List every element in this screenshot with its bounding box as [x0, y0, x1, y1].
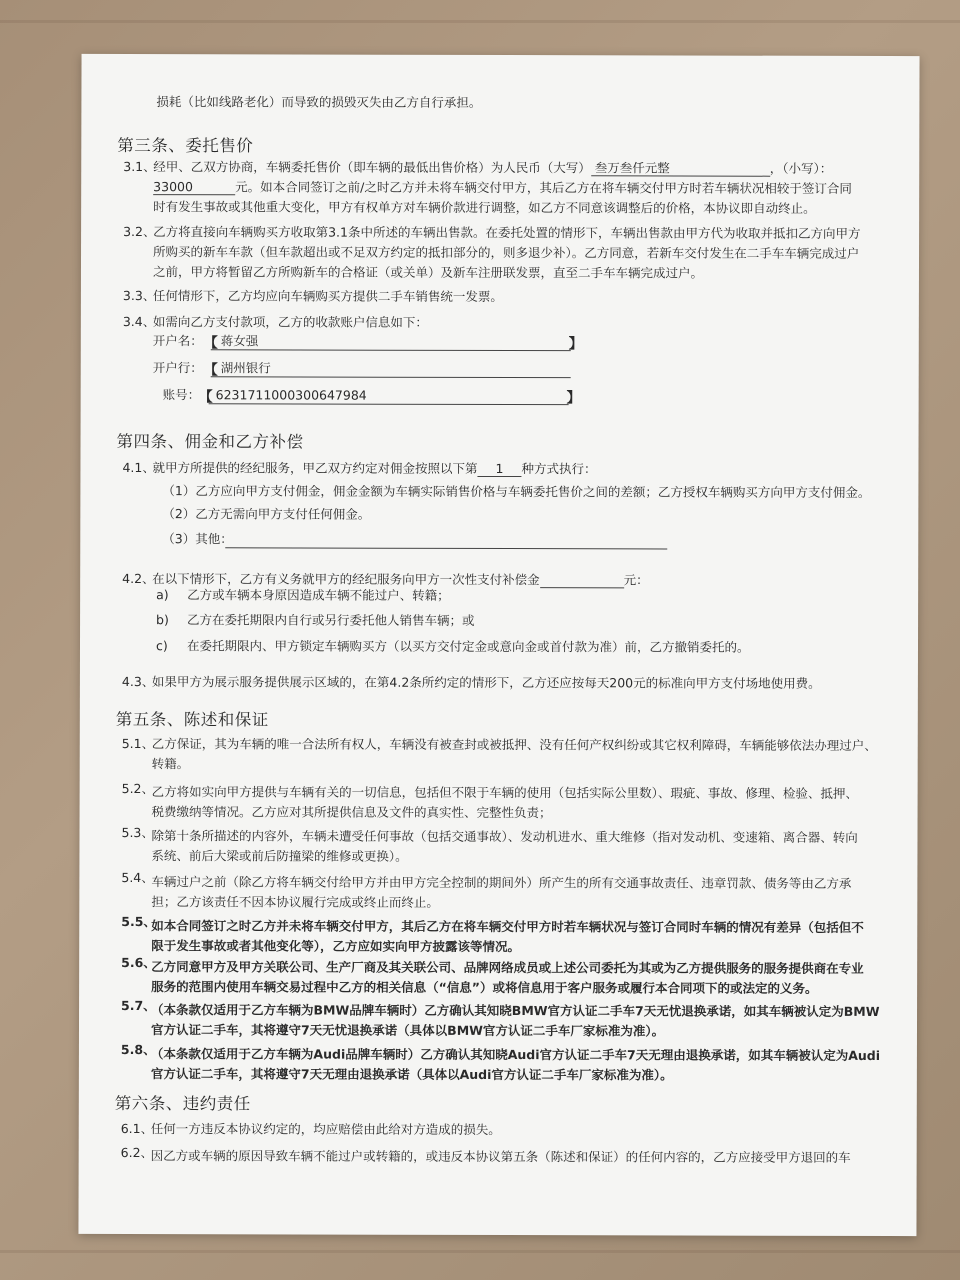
clause-3-2-line-3: 之前，甲方将暂留乙方所购新车的合格证（或关单）及新车注册联发票，直至二手车车辆完成过户。: [152, 264, 704, 281]
clause-5-4-line-1: 车辆过户之前（除乙方将车辆交付给甲方并由甲方完全控制的期间外）所产生的所有交通事故责任、违章罚款、债务等由乙方承: [151, 874, 852, 891]
section-6-heading: 第六条、违约责任: [114, 1093, 251, 1114]
account-number-left-bracket: 【: [198, 389, 213, 406]
bank-left-bracket: 【: [203, 362, 218, 379]
clause-5-1-line-1: 乙方保证，其为车辆的唯一合法所有权人，车辆没有被查封或被抵押、没有任何产权纠纷或其它权利障碍，车辆能够依法办理过户、: [151, 736, 877, 753]
clause-5-7-line-2: 官方认证二手车，其将遵守7天无忧退换承诺（具体以BMW官方认证二手车厂家标准为准）。: [150, 1022, 665, 1039]
clause-4-2-b: 乙方在委托期限内自行或另行委托他人销售车辆；或: [187, 612, 475, 628]
account-name-value[interactable]: 蒋女强: [220, 333, 259, 349]
clause-5-2-number: 5.2、: [121, 781, 155, 797]
clause-5-1-line-2: 转籍。: [151, 756, 190, 772]
clause-6-2-line-1: 因乙方或车辆的原因导致车辆不能过户或转籍的，或违反本协议第五条（陈述和保证）的任何内容的，乙方应接受甲方退回的车: [150, 1148, 851, 1165]
clause-3-2-number: 3.2、: [123, 224, 156, 240]
account-number-label: 账号：: [162, 387, 201, 403]
bank-value[interactable]: 湖州银行: [220, 360, 271, 376]
clause-5-8-number: 5.8、: [120, 1042, 156, 1058]
clause-4-2-c-mark: c): [155, 638, 168, 654]
clause-5-3-line-1: 除第十条所描述的内容外，车辆未遭受任何事故（包括交通事故）、发动机进水、重大维修（指对发动机、变速箱、离合器、转向: [151, 828, 858, 845]
clause-5-2-line-1: 乙方将如实向甲方提供与车辆有关的一切信息，包括但不限于车辆的使用（包括实际公里数）、瑕疵、事故、修理、检验、抵押、: [151, 784, 858, 801]
clause-5-3-line-2: 系统、前后大梁或前后防撞梁的维修或更换）。: [151, 848, 408, 864]
commission-option-field[interactable]: 1: [477, 463, 521, 477]
clause-5-5-line-1: 如本合同签订之时乙方并未将车辆交付甲方，其后乙方在将车辆交付甲方时若车辆状况与签订合同时车辆的情况有差异（包括但不: [151, 918, 864, 935]
clause-5-7-number: 5.7、: [121, 998, 156, 1014]
clause-3-4-line-1: 如需向乙方支付款项，乙方的收款账户信息如下：: [152, 314, 428, 330]
clause-6-1-line-1: 任何一方违反本协议约定的，均应赔偿由此给对方造成的损失。: [150, 1121, 501, 1138]
clause-5-8-line-2: 官方认证二手车，其将遵守7天无理由退换承诺（具体以Audi官方认证二手车厂家标准为准）。: [150, 1066, 673, 1083]
clause-5-4-number: 5.4、: [121, 870, 154, 886]
section-3-heading: 第三条、委托售价: [117, 135, 254, 156]
bank-underline: [211, 376, 571, 378]
clause-5-3-number: 5.3、: [121, 825, 154, 841]
clause-5-1-number: 5.1、: [121, 736, 155, 752]
clause-4-1-number: 4.1、: [122, 460, 155, 476]
clause-5-6-number: 5.6、: [121, 955, 156, 971]
clause-4-3-number: 4.3、: [121, 674, 155, 690]
commission-option-2: （2）乙方无需向甲方支付任何佣金。: [162, 506, 371, 522]
price-lower-field[interactable]: 33000: [153, 181, 235, 195]
clause-3-3-number: 3.3、: [122, 288, 156, 304]
clause-5-6-line-1: 乙方同意甲方及甲方关联公司、生产厂商及其关联公司、品牌网络成员或上述公司委托为其或为乙方提供服务的服务提供商在专业: [151, 959, 864, 976]
clause-3-2-line-1: 乙方将直接向车辆购买方收取第3.1条中所述的车辆出售款。在委托处置的情形下，车辆出售款由甲方代为收取并抵扣乙方向甲方: [153, 224, 861, 241]
clause-6-2-number: 6.2、: [120, 1145, 154, 1161]
compensation-amount-field[interactable]: [540, 574, 624, 588]
section-4-heading: 第四条、佣金和乙方补偿: [116, 431, 304, 452]
clause-5-5-number: 5.5、: [121, 914, 156, 930]
intro-tail: 损耗（比如线路老化）而导致的损毁灭失由乙方自行承担。: [156, 94, 482, 110]
clause-5-6-line-2: 服务的范围内使用车辆交易过程中乙方的相关信息（“信息”）或将信息用于客户服务或履行本合同项下的或法定的义务。: [151, 979, 818, 996]
clause-5-7-line-1: （本条款仅适用于乙方车辆为BMW品牌车辆时）乙方确认其知晓BMW官方认证二手车7天无忧退换承诺，如其车辆被认定为BMW: [151, 1002, 880, 1019]
account-name-label: 开户名：: [152, 333, 203, 349]
bank-label: 开户行：: [152, 360, 203, 376]
clause-3-1-line-3: 时有发生事故或其他重大变化，甲方有权单方对车辆价款进行调整，如乙方不同意该调整后的价格，本协议即自动终止。: [153, 199, 816, 216]
clause-3-1-line-1: 经甲、乙双方协商，车辆委托售价（即车辆的最低出售价格）为人民币（大写） 叁万叁仟元整 ，（小写）：: [153, 159, 833, 176]
clause-5-4-line-2: 担；乙方该责任不因本协议履行完成或终止而终止。: [151, 894, 439, 910]
clause-6-1-number: 6.1、: [120, 1121, 154, 1137]
clause-4-3-line-1: 如果甲方为展示服务提供展示区域的，在第4.2条所约定的情形下，乙方还应按每天200元的标准向甲方支付场地使用费。: [151, 674, 821, 691]
clause-5-2-line-2: 税费缴纳等情况。乙方应对其所提供信息及文件的真实性、完整性负责；: [151, 804, 552, 821]
commission-option-1: （1）乙方应向甲方支付佣金，佣金金额为车辆实际销售价格与车辆委托售价之间的差额；乙方授权车辆购买方向甲方支付佣金。: [162, 483, 871, 500]
clause-5-5-line-2: 限于发生事故或者其他变化等），乙方应如实向甲方披露该等情况。: [151, 938, 520, 955]
price-upper-field[interactable]: 叁万叁仟元整: [591, 162, 770, 176]
clause-5-8-line-1: （本条款仅适用于乙方车辆为Audi品牌车辆时）乙方确认其知晓Audi官方认证二手车7天无理由退换承诺，如其车辆被认定为Audi: [150, 1046, 881, 1063]
clause-3-3-line-1: 任何情形下，乙方均应向车辆购买方提供二手车销售统一发票。: [152, 288, 503, 305]
contract-page: [78, 54, 919, 1236]
clause-4-2-a: 乙方或车辆本身原因造成车辆不能过户、转籍；: [187, 587, 450, 603]
clause-4-2-number: 4.2、: [122, 571, 155, 587]
clause-3-1-number: 3.1、: [123, 159, 156, 175]
commission-other-field[interactable]: [225, 547, 667, 549]
clause-3-1-line-2: 33000 元。如本合同签订之前/之时乙方并未将车辆交付甲方，其后乙方在将车辆交付甲方时若车辆状况相较于签订合同: [153, 179, 852, 196]
clause-4-2-a-mark: a): [156, 587, 169, 603]
clause-4-1-line-1: 就甲方所提供的经纪服务，甲乙双方约定对佣金按照以下第 1 种方式执行：: [152, 460, 597, 477]
account-number-value[interactable]: 6231711000300647984: [215, 387, 367, 403]
clause-4-2-b-mark: b): [156, 612, 169, 628]
account-name-right-bracket: 】: [568, 336, 583, 353]
account-number-underline: [209, 403, 569, 405]
account-number-right-bracket: 】: [566, 390, 581, 407]
clause-3-4-number: 3.4、: [122, 314, 156, 330]
clause-3-2-line-2: 所购买的新车车款（但车款超出或不足双方约定的抵扣部分的，则多退少补）。乙方同意，若新车交付发生在二手车车辆完成过户: [153, 244, 860, 261]
clause-4-2-c: 在委托期限内、甲方锁定车辆购买方（以买方交付定金或意向金或首付款为准）前，乙方撤销委托的。: [186, 638, 750, 655]
account-name-underline: [211, 349, 571, 351]
clause-4-2-line-1: 在以下情形下，乙方有义务就甲方的经纪服务向甲方一次性支付补偿金 元：: [152, 571, 649, 588]
account-name-left-bracket: 【: [203, 335, 218, 352]
section-5-heading: 第五条、陈述和保证: [115, 709, 269, 730]
commission-option-3: （3）其他：: [162, 531, 233, 547]
